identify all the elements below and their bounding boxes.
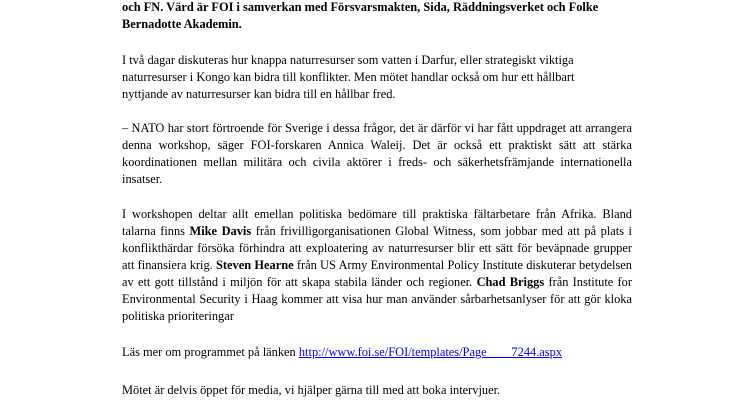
p1-line-2: naturresurser i Kongo kan bidra till konflikter. Men mötet handlar också om hur ett hållbart bbox=[122, 70, 575, 84]
p1-line-1: I två dagar diskuteras hur knappa naturresurser som vatten i Darfur, eller strategiskt viktiga bbox=[122, 53, 574, 67]
speaker-mike-davis: Mike Davis bbox=[189, 224, 252, 238]
p4-text: Läs mer om programmet på länken bbox=[122, 345, 299, 359]
p3-text-2: från frivilligorganisationen Global Witness, som jobbar med att på plats i konflikthärdar försöka förhindra att exploatering av naturresurser blir ett sätt för beväpnade grupper att finansiera krig. bbox=[122, 224, 633, 272]
intro-line-2: Bernadotte Akademin. bbox=[122, 17, 242, 31]
intro-paragraph bbox=[122, 0, 632, 33]
intro-line-1: och FN. Värd är FOI i samverkan med Försvarsmakten, Sida, Räddningsverket och Folke bbox=[122, 0, 599, 14]
p3-text-1: I workshopen deltar allt emellan politiska bedömare till praktiska fältarbetare från Afrika. Bland talarna finns bbox=[122, 207, 632, 238]
p3-text-4: från Institute for Environmental Security i Haag kommer att visa hur man använder sårbarhetsanlyser för att gör kloka politiska prioriteringar bbox=[122, 275, 633, 323]
paragraph-nato-quote: – NATO har stort förtroende för Sverige i dessa frågor, det är därför vi har fått uppdraget att arrangera denna workshop, säger FOI-forskaren Annica Waleij. Det är också ett praktiskt sätt att stärka koordinationen mellan militära och civila aktörer i freds- och säkerhetsfrämjande internationella insatser. bbox=[122, 121, 632, 186]
p3-text-3: från US Army Environmental Policy Institute diskuterar betydelsen av ett gott tillstånd i miljön för att skapa stabila länder och regioner. bbox=[122, 258, 632, 289]
paragraph-workshop-speakers bbox=[122, 206, 632, 325]
program-link[interactable]: http://www.foi.se/FOI/templates/Page____7244.aspx bbox=[298, 345, 563, 359]
speaker-steven-hearne: Steven Hearne bbox=[216, 258, 294, 272]
paragraph-program-link bbox=[122, 344, 632, 361]
paragraph-natural-resources bbox=[122, 52, 632, 103]
paragraph-media-info: Mötet är delvis öppet för media, vi hjälper gärna till med att boka intervjuer. bbox=[122, 383, 501, 397]
p1-line-3: nyttjande av naturresurser kan bidra till en hållbar fred. bbox=[122, 87, 396, 101]
speaker-chad-briggs: Chad Briggs bbox=[476, 275, 545, 289]
